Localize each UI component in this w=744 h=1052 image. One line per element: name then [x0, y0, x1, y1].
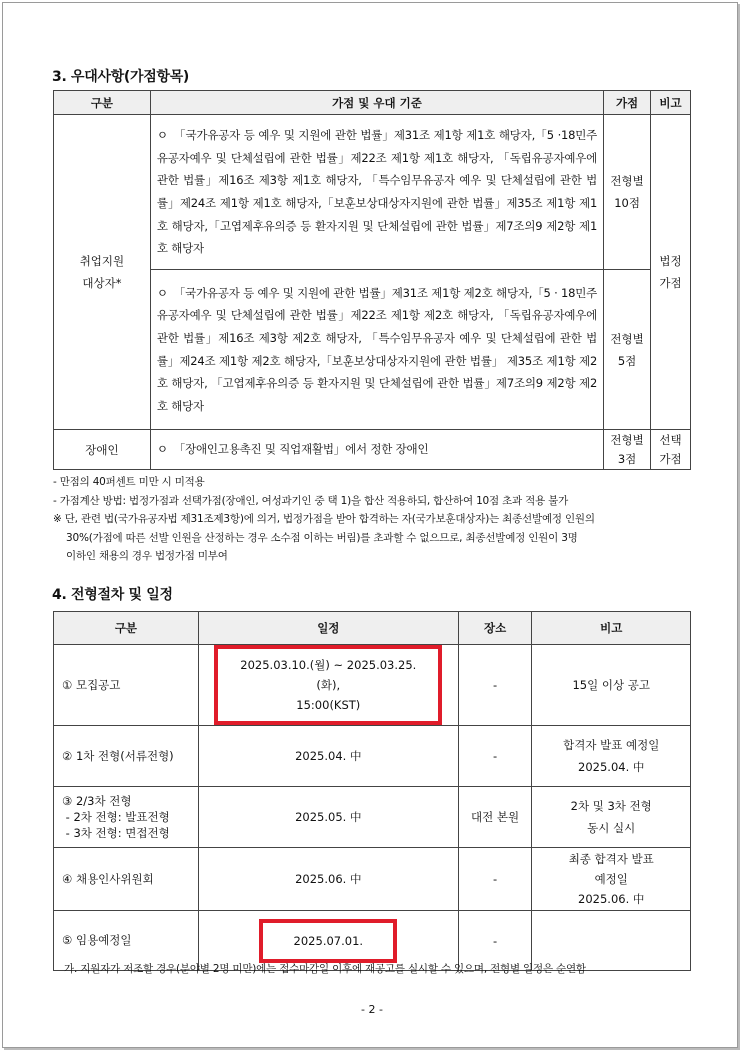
- note-cell: 2차 및 3차 전형 동시 실시: [532, 787, 691, 848]
- header-schedule: 일정: [198, 612, 458, 645]
- schedule-cell: 2025.06. 中: [198, 848, 458, 911]
- schedule-table: [53, 611, 691, 971]
- note-line: - 가점계산 방법: 법정가점과 선택가점(장애인, 여성과기인 중 택 1)을 합산 적용하되, 합산하여 10점 초과 적용 불가: [53, 494, 569, 507]
- section4-title: 4. 전형절차 및 일정: [52, 587, 173, 603]
- stage-cell: ⑤ 임용예정일: [54, 911, 199, 971]
- schedule-cell: 2025.05. 中: [198, 787, 458, 848]
- header-remarks: 비고: [651, 91, 691, 115]
- note-line: ※ 단, 관련 법(국가유공자법 제31조제3항)에 의거, 법정가점을 받아 합격하는 자(국가보훈대상자)는 최종선발예정 인원의: [53, 513, 595, 525]
- table-row: [54, 848, 691, 911]
- schedule-cell: 2025.04. 中: [198, 726, 458, 787]
- header-category: 구분: [54, 91, 151, 115]
- note-cell: 15일 이상 공고: [532, 645, 691, 726]
- header-note: 비고: [532, 612, 691, 645]
- place-cell: -: [458, 645, 532, 726]
- criteria-cell: ㅇ 「국가유공자 등 예우 및 지원에 관한 법률」제31조 제1항 제2호 해당자,「5 · 18민주유공자예우 및 단체설립에 관한 법률」제22조 제1항 제2호 해당자, 「독립유공자예우에 관한 법률」제16조 제3항 제2호 해당자, 「특수임무유공자 예우 및 단체설립에 관한 법률」제24조 제1항 제2호 해당자,「보훈보상대상자지원에 관한 법률」 제35조 제1항 제2호 해당자, 「고엽제후유의증 등 환자지원 및 단체설립에 관한 법률」제7조의9 제2항 제2호 해당자: [150, 270, 603, 430]
- remarks-legal-points: 법정 가점: [651, 115, 691, 430]
- table-row: [54, 115, 691, 270]
- schedule-footnote: 가. 지원자가 저조할 경우(분야별 2명 미만)에는 접수마감일 이후에 재공고를 실시할 수 있으며, 전형별 일정은 순연함: [64, 963, 586, 975]
- place-cell: -: [458, 726, 532, 787]
- criteria-cell: ㅇ 「장애인고용촉진 및 직업재활법」에서 정한 장애인: [150, 430, 603, 470]
- remarks-optional-points: 선택 가점: [651, 430, 691, 470]
- stage-cell: ① 모집공고: [54, 645, 199, 726]
- group-label-employment-support: 취업지원 대상자*: [54, 115, 151, 430]
- preference-notes: [53, 473, 693, 566]
- section3-title: 3. 우대사항(가점항목): [52, 69, 190, 85]
- table-row: [54, 726, 691, 787]
- place-cell: 대전 본원: [458, 787, 532, 848]
- stage-cell: ③ 2/3차 전형 - 2차 전형: 발표전형 - 3차 전형: 면접전형: [54, 787, 199, 848]
- note-line: - 만점의 40퍼센트 미만 시 미적용: [53, 476, 205, 488]
- note-cell: 합격자 발표 예정일 2025.04. 中: [532, 726, 691, 787]
- group-label-disabled: 장애인: [54, 430, 151, 470]
- header-points: 가점: [604, 91, 651, 115]
- schedule-cell: [198, 645, 458, 726]
- note-cell: 최종 합격자 발표 예정일 2025.06. 中: [532, 848, 691, 911]
- table-row: [54, 787, 691, 848]
- points-cell: 전형별 5점: [604, 270, 651, 430]
- place-cell: -: [458, 848, 532, 911]
- table-row: [54, 430, 691, 470]
- header-place: 장소: [458, 612, 532, 645]
- points-cell: 전형별 10점: [604, 115, 651, 270]
- page-number: - 2 -: [361, 1003, 383, 1016]
- header-criteria: 가점 및 우대 기준: [150, 91, 603, 115]
- stage-cell: ④ 채용인사위원회: [54, 848, 199, 911]
- note-line: 이하인 채용의 경우 법정가점 미부여: [66, 550, 228, 562]
- preference-table: [53, 90, 691, 470]
- stage-cell: ② 1차 전형(서류전형): [54, 726, 199, 787]
- criteria-cell: ㅇ 「국가유공자 등 예우 및 지원에 관한 법률」제31조 제1항 제1호 해당자,「5 ·18민주유공자예우 및 단체설립에 관한 법률」제22조 제1항 제1호 해당자, 「독립유공자예우에 관한 법률」제16조 제3항 제1호 해당자, 「특수임무유공자 예우 및 단체설립에 관한 법률」제24조 제1항 제1호 해당자,「보훈보상대상자지원에 관한 법률」제35조 제1항 제1호 해당자,「고엽제후유의증 등 환자지원 및 단체설립에 관한 법률」제7조의9 제2항 제1호 해당자: [150, 115, 603, 270]
- preference-header-row: [54, 91, 691, 115]
- table-row: [54, 645, 691, 726]
- schedule-header-row: [54, 612, 691, 645]
- note-line: 30%(가점에 따른 선발 인원을 산정하는 경우 소수점 이하는 버림)를 초과할 수 없으므로, 최종선발예정 인원이 3명: [66, 531, 578, 544]
- highlight-box: 2025.07.01.: [259, 919, 397, 963]
- place-cell: -: [458, 911, 532, 971]
- points-cell: 전형별 3점: [604, 430, 651, 470]
- highlight-box: 2025.03.10.(월) ~ 2025.03.25.(화), 15:00(KST): [214, 645, 442, 725]
- header-stage: 구분: [54, 612, 199, 645]
